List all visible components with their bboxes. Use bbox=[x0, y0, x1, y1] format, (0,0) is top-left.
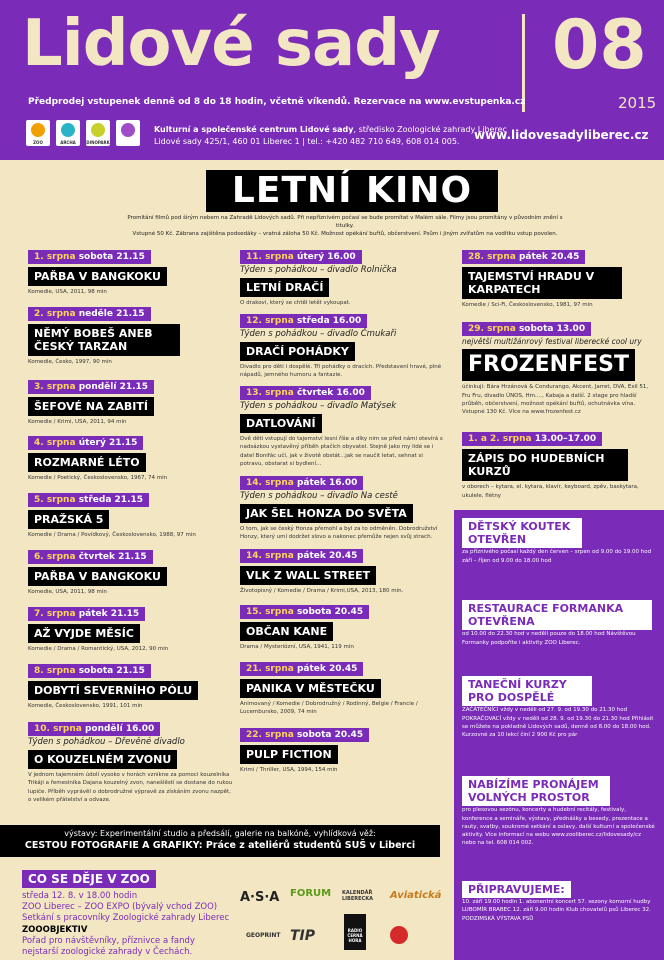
tip-logo-icon: TIP bbox=[290, 928, 316, 944]
promo-text: pro plesovou sezónu, koncerty a hudební recitály, festivaly, konference a semináře, výstavy, přednášky a besedy, prezentace a rauty, svatby, soukromé setkání a oslavy, další kulturní a společenské aktivity. Více informací na webu www.zooliberec.cz/lidovesady/cz nebo na tel. 608 014 002. bbox=[462, 807, 655, 847]
event-title: VLK Z WALL STREET bbox=[240, 566, 376, 585]
event-title: PRAŽSKÁ 5 bbox=[28, 510, 109, 529]
event-info: Komedie, USA, 2011, 98 min bbox=[28, 289, 107, 296]
promo-box bbox=[454, 594, 664, 670]
event-item bbox=[240, 244, 445, 307]
event-title: AŽ VYJDE MĚSÍC bbox=[28, 624, 140, 643]
event-title: ZÁPIS DO HUDEBNÍCH KURZŮ bbox=[462, 449, 628, 481]
partner-logos bbox=[26, 120, 140, 146]
event-item bbox=[28, 544, 233, 596]
event-item bbox=[240, 722, 445, 774]
promo-title: DĚTSKÝ KOUTEK OTEVŘEN bbox=[462, 518, 582, 548]
event-title: NĚMÝ BOBEŠ ANEB ČESKÝ TARZAN bbox=[28, 324, 180, 356]
radio-logo-icon: RADIO ČERNÁ HORA bbox=[344, 914, 366, 950]
promo-text: ZAČÁTEČNÍCI vždy v neděli od 27. 9. od 19.30 do 21.30 hod POKRAČOVACÍ vždy v neděli od 28. 9. od 19.30 do 21.30 hod Přihlásit se můžete na pokladně Lidových sadů, denně od 8.00 do 18.00 hod. Kurzovné za 10 lekcí činí 2 900 Kč pro pár bbox=[462, 707, 654, 739]
event-subtitle: Týden s pohádkou – divadlo Na cestě bbox=[240, 491, 398, 501]
event-date: 11. srpna úterý 16.00 bbox=[240, 250, 362, 264]
dinopark-logo-icon: DINOPARK bbox=[86, 120, 110, 146]
page-title: Lidové sady bbox=[22, 7, 440, 81]
event-item bbox=[28, 487, 233, 539]
zoo-title: CO SE DĚJE V ZOO bbox=[22, 870, 156, 888]
event-date: 3. srpna pondělí 21.15 bbox=[28, 380, 154, 394]
aviaticka-logo-icon: Aviatická bbox=[390, 890, 442, 901]
event-date: 2. srpna neděle 21.15 bbox=[28, 307, 151, 321]
event-date: 28. srpna pátek 20.45 bbox=[462, 250, 585, 264]
event-info: Komedie / Krimi, USA, 2011, 94 min bbox=[28, 419, 127, 426]
event-title: DOBYTÍ SEVERNÍHO PÓLU bbox=[28, 681, 198, 700]
event-info: V jednom tajemném údolí vysoko v horách vznikne za pomoci kouzelníka Trikáji a řemeslníka Dajana kouzelný zvon, nanešlěstí se dostane do rukou lupiče. Příběh vyprávěl o dobrodružné výpravě za získáním zvonu nazpět, o velikém přátelství a odvaze. bbox=[28, 772, 233, 803]
event-info: Komedie / Sci-Fi, Československo, 1981, 97 min bbox=[462, 302, 593, 309]
event-date: 14. srpna pátek 16.00 bbox=[240, 476, 363, 490]
event-date: 21. srpna pátek 20.45 bbox=[240, 662, 363, 676]
asa-logo-icon: A·S·A bbox=[240, 890, 280, 905]
event-date: 1. srpna sobota 21.15 bbox=[28, 250, 151, 264]
event-date: 22. srpna sobota 20.45 bbox=[240, 728, 369, 742]
event-item bbox=[462, 244, 658, 310]
promo-box bbox=[454, 670, 664, 770]
event-title: PANIKA V MĚSTEČKU bbox=[240, 679, 381, 698]
event-date: 12. srpna středa 16.00 bbox=[240, 314, 367, 328]
promo-box bbox=[454, 510, 664, 594]
zoo-text: středa 12. 8. v 18.00 hodin ZOO Liberec – ZOO EXPO (bývalý vchod ZOO) Setkání s pracovníky Zoologické zahrady Liberec ZOOOBJEKTIV Pořad pro návštěvníky, příznivce a fandy nejstarší zoologické zahrady v Čechách. bbox=[22, 891, 230, 957]
event-date: 10. srpna pondělí 16.00 bbox=[28, 722, 160, 736]
promo-title: NABÍZÍME PRONÁJEM VOLNÝCH PROSTOR bbox=[462, 776, 610, 806]
issue-number: 08 bbox=[552, 6, 647, 85]
event-date: 29. srpna sobota 13.00 bbox=[462, 322, 591, 336]
event-subtitle: největší multižánrový festival liberecké cool ury bbox=[462, 337, 642, 346]
event-item bbox=[240, 656, 445, 717]
section-title-letni-kino: LETNÍ KINO bbox=[206, 170, 498, 212]
event-title: ŠEFOVÉ NA ZABITÍ bbox=[28, 397, 154, 416]
promo-text: od 10.00 do 22.30 hod v neděli pouze do 18.00 hod Návštěvou Formanky podpoříte i aktivity ZOO Liberec. bbox=[462, 631, 636, 646]
event-date: 13. srpna čtvrtek 16.00 bbox=[240, 386, 371, 400]
event-title: PAŘBA V BANGKOKU bbox=[28, 567, 167, 586]
event-info: Komedie / Drama / Romantický, USA, 2012, 90 min bbox=[28, 646, 169, 653]
kalendar-logo-icon: KALENDÁŘ LIBERECKA bbox=[342, 890, 373, 902]
promo-box bbox=[454, 770, 664, 872]
event-item bbox=[240, 308, 445, 380]
event-title: FROZENFEST bbox=[462, 349, 635, 381]
promo-title: RESTAURACE FORMANKA OTEVŘENA bbox=[462, 600, 652, 630]
sponsor-logos bbox=[240, 868, 442, 956]
event-item bbox=[28, 301, 233, 367]
promo-title: TANEČNÍ KURZY PRO DOSPĚLÉ bbox=[462, 676, 592, 706]
event-item bbox=[240, 470, 445, 542]
event-title: DATLOVÁNÍ bbox=[240, 414, 322, 433]
event-date: 4. srpna úterý 21.15 bbox=[28, 436, 143, 450]
event-info: O tom, jak se český Honza přemohl a byl za to odměněn. Dobrodružství Honzy, který umí dodržet slovo a nakonec přemůže nejen svůj strach. bbox=[240, 526, 438, 541]
archa-logo-icon: ARCHA bbox=[56, 120, 80, 146]
event-info: Komedie / Drama / Povídkový, Československo, 1988, 97 min bbox=[28, 532, 196, 539]
exhibition-line1: výstavy: Experimentální studio a předsálí, galerie na balkóně, vyhlídková věž: bbox=[64, 829, 376, 838]
event-item bbox=[240, 543, 445, 595]
issue-year: 2015 bbox=[618, 94, 657, 112]
event-title: PULP FICTION bbox=[240, 745, 338, 764]
event-title: TAJEMSTVÍ HRADU V KARPATECH bbox=[462, 267, 622, 299]
zoo-logo-icon: ZOO bbox=[26, 120, 50, 146]
event-item bbox=[28, 658, 233, 710]
presale-info: Předprodej vstupenek denně od 8 do 18 hodin, včetně víkendů. Rezervace na www.evstupenka.cz bbox=[28, 97, 526, 107]
event-item bbox=[240, 380, 445, 468]
event-subtitle: Týden s pohádkou – divadlo Matýsek bbox=[240, 401, 397, 411]
event-item bbox=[462, 316, 658, 416]
kino-intro: Promítání filmů pod širým nebem na Zahradě Lidových sadů. Při nepříznivém počasí se bude promítat v Malém sále. Filmy jsou promítány v původním znění s titulky. Vstupné 50 Kč. Zábrana zajištěna podsedáky – vratná záloha 50 Kč. Možnost opékání buřtů, občerstvení. Psům i jiným zvířatům na vodítku vstup povolen. bbox=[127, 215, 563, 237]
event-date: 5. srpna středa 21.15 bbox=[28, 493, 149, 507]
event-title: ROZMARNÉ LÉTO bbox=[28, 453, 146, 472]
event-title: DRAČÍ POHÁDKY bbox=[240, 342, 355, 361]
event-info: Animovaný / Komedie / Dobrodružný / Rodinný, Belgie / Francie / Lucembursko, 2009, 74 min bbox=[240, 701, 418, 716]
geoprint-logo-icon: GEOPRINT bbox=[246, 932, 281, 939]
event-info: Komedie, Česko, 1997, 90 min bbox=[28, 359, 112, 366]
event-info: v oborech – kytara, el. kytara, klavír, keyboard, zpěv, baskytara, ukulele, flétny bbox=[462, 484, 639, 499]
event-item bbox=[28, 374, 233, 426]
event-title: LETNÍ DRAČÍ bbox=[240, 278, 329, 297]
event-info: Komedie / Poetický, Československo, 1967, 74 min bbox=[28, 475, 168, 482]
event-item bbox=[28, 601, 233, 653]
event-subtitle: Týden s pohádkou – divadlo Čmukaři bbox=[240, 329, 397, 339]
exhibition-banner bbox=[0, 825, 440, 857]
event-item bbox=[28, 716, 233, 804]
event-info: Komedie, USA, 2011, 98 min bbox=[28, 589, 107, 596]
event-info: Dvě děti vstupují do tajemství lesní říše a díky nim se před námi otevírá s nadsázkou vystavěný příběh ptačích obyvatel. Stejně jako my lidé se i datel Bonifác učí, jak v životě obstát...jak se naučit letat, sehnat si potravu, obstarat si bydlení... bbox=[240, 436, 443, 467]
event-title: OBČAN KANE bbox=[240, 622, 333, 641]
website-link[interactable]: www.lidovesadyliberec.cz bbox=[474, 128, 649, 142]
logo-mark bbox=[91, 123, 105, 137]
event-info: O drakovi, který se chtěl letět vykoupat. bbox=[240, 300, 351, 307]
event-subtitle: Týden s pohádkou – divadlo Rolnička bbox=[240, 265, 397, 275]
event-title: PAŘBA V BANGKOKU bbox=[28, 267, 167, 286]
zoo-section bbox=[22, 868, 232, 958]
event-title: JAK ŠEL HONZA DO SVĚTA bbox=[240, 504, 413, 523]
event-date: 14. srpna pátek 20.45 bbox=[240, 549, 363, 563]
event-date: 15. srpna sobota 20.45 bbox=[240, 605, 369, 619]
event-item bbox=[240, 599, 445, 651]
header-band bbox=[0, 0, 664, 160]
promo-text: 10. září 19.00 hodin 1. abonentní koncert 57. sezony komorní hudby LUBOMÍR BRABEC 12. září 9.00 hodin Klub chovatelů psů Liberec 32. PODZIMSKÁ VÝSTAVA PSŮ bbox=[462, 899, 651, 922]
forum-logo-icon: FORUM bbox=[290, 888, 332, 899]
event-item bbox=[462, 426, 658, 500]
promo-title: PŘIPRAVUJEME: bbox=[462, 881, 571, 898]
event-item bbox=[28, 430, 233, 482]
promo-box bbox=[454, 872, 664, 960]
promo-text: za příznivého počasí každý den červen – srpen od 9.00 do 19.00 hod září – říjen od 9.00 do 18.00 hod bbox=[462, 549, 652, 564]
event-date: 8. srpna sobota 21.15 bbox=[28, 664, 151, 678]
organizer-address: Kulturní a společenské centrum Lidové sady, středisko Zoologické zahrady Liberec Lidové sady 425/1, 460 01 Liberec 1 | tel.: +420 482 710 649, 608 014 005. bbox=[154, 125, 507, 146]
event-date: 1. a 2. srpna 13.00–17.00 bbox=[462, 432, 602, 446]
event-item bbox=[28, 244, 233, 296]
event-info: Životopisný / Komedie / Drama / Krimi,USA, 2013, 180 min. bbox=[240, 588, 404, 595]
logo-mark bbox=[31, 123, 45, 137]
park-logo-icon bbox=[116, 120, 140, 146]
event-info: Krimi / Thriller, USA, 1994, 154 min bbox=[240, 767, 338, 774]
logo-mark bbox=[121, 123, 135, 137]
event-info: účinkují: Bára Hrzánová & Condurango, Akcent, Jarret, DVA, Exil 51, Fru Fru, divadlo ÚNOS, Hm...., Kabaja a další. 2 stage pro hladší průběh, občerstvení, možnost opékání buřtů, ochutnávka vína. Vstupné 130 Kč. Více na www.frozenfest.cz bbox=[462, 384, 649, 416]
event-info: Divadlo pro děti i dospělé. Tři pohádky o dracích. Představení hravé, plné nápadů, jemného humoru a fantazie. bbox=[240, 364, 442, 379]
logo-mark bbox=[61, 123, 75, 137]
event-date: 6. srpna čtvrtek 21.15 bbox=[28, 550, 153, 564]
event-info: Drama / Mysteriózní, USA, 1941, 119 min bbox=[240, 644, 354, 651]
event-title: O KOUZELNÉM ZVONU bbox=[28, 750, 177, 769]
exhibition-line2: CESTOU FOTOGRAFIE A GRAFIKY: Práce z ateliérů studentů SUŠ v Liberci bbox=[24, 840, 416, 851]
event-subtitle: Týden s pohádkou – Dřevěné divadlo bbox=[28, 737, 185, 747]
event-info: Komedie, Československo, 1991, 101 min bbox=[28, 703, 143, 710]
event-date: 7. srpna pátek 21.15 bbox=[28, 607, 145, 621]
strawberry-logo-icon bbox=[390, 926, 408, 944]
